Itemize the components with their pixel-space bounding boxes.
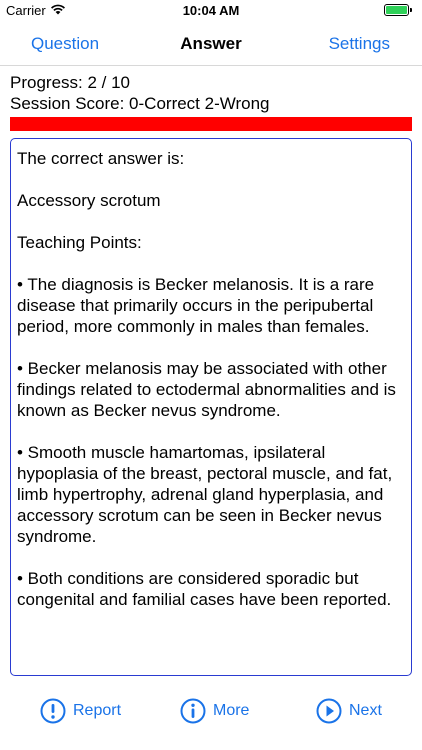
status-bar [0,0,422,22]
report-label: Report [73,702,122,719]
next-label: Next [349,702,382,719]
bottom-toolbar [0,690,422,734]
carrier-label: Carrier [6,3,46,18]
battery-body [384,4,409,16]
more-button[interactable] [180,696,249,726]
teaching-heading: Teaching Points: [17,233,142,252]
nav-bar [0,22,422,66]
page-title: Answer [180,34,242,53]
teaching-point: • Both conditions are considered sporadic but congenital and familial cases have been reported. [17,569,392,609]
session-score-label: Session Score: 0-Correct 2-Wrong [10,94,270,113]
progress-section [10,72,270,114]
battery-nub [410,8,412,12]
progress-bar [10,117,412,131]
answer-text-box[interactable] [10,138,412,676]
teaching-point: • Smooth muscle hamartomas, ipsilateral hypoplasia of the breast, pectoral muscle, and fat, limb hypertrophy, adrenal gland hyperplasia, and accessory scrotum can be seen in Becker nevus syndrome. [17,443,393,546]
progress-label: Progress: 2 / 10 [10,73,131,92]
status-time: 10:04 AM [182,3,240,18]
report-button[interactable] [40,696,121,726]
progress-fill [10,117,412,131]
answer-text: Accessory scrotum [17,191,161,210]
more-label: More [213,702,250,719]
next-button[interactable] [316,696,382,726]
info-circle-icon [180,698,206,724]
battery-fill [386,6,407,14]
settings-button[interactable]: Settings [328,34,390,53]
answer-intro: The correct answer is: [17,149,185,168]
battery-icon [384,4,414,17]
play-circle-icon [316,698,342,724]
teaching-point: • The diagnosis is Becker melanosis. It is a rare disease that primarily occurs in the peripubertal period, more commonly in males than females. [17,275,375,336]
teaching-point: • Becker melanosis may be associated with other findings related to ectodermal abnormalities and is known as Becker nevus syndrome. [17,359,396,420]
question-button[interactable]: Question [31,34,100,53]
exclamation-circle-icon [40,698,66,724]
